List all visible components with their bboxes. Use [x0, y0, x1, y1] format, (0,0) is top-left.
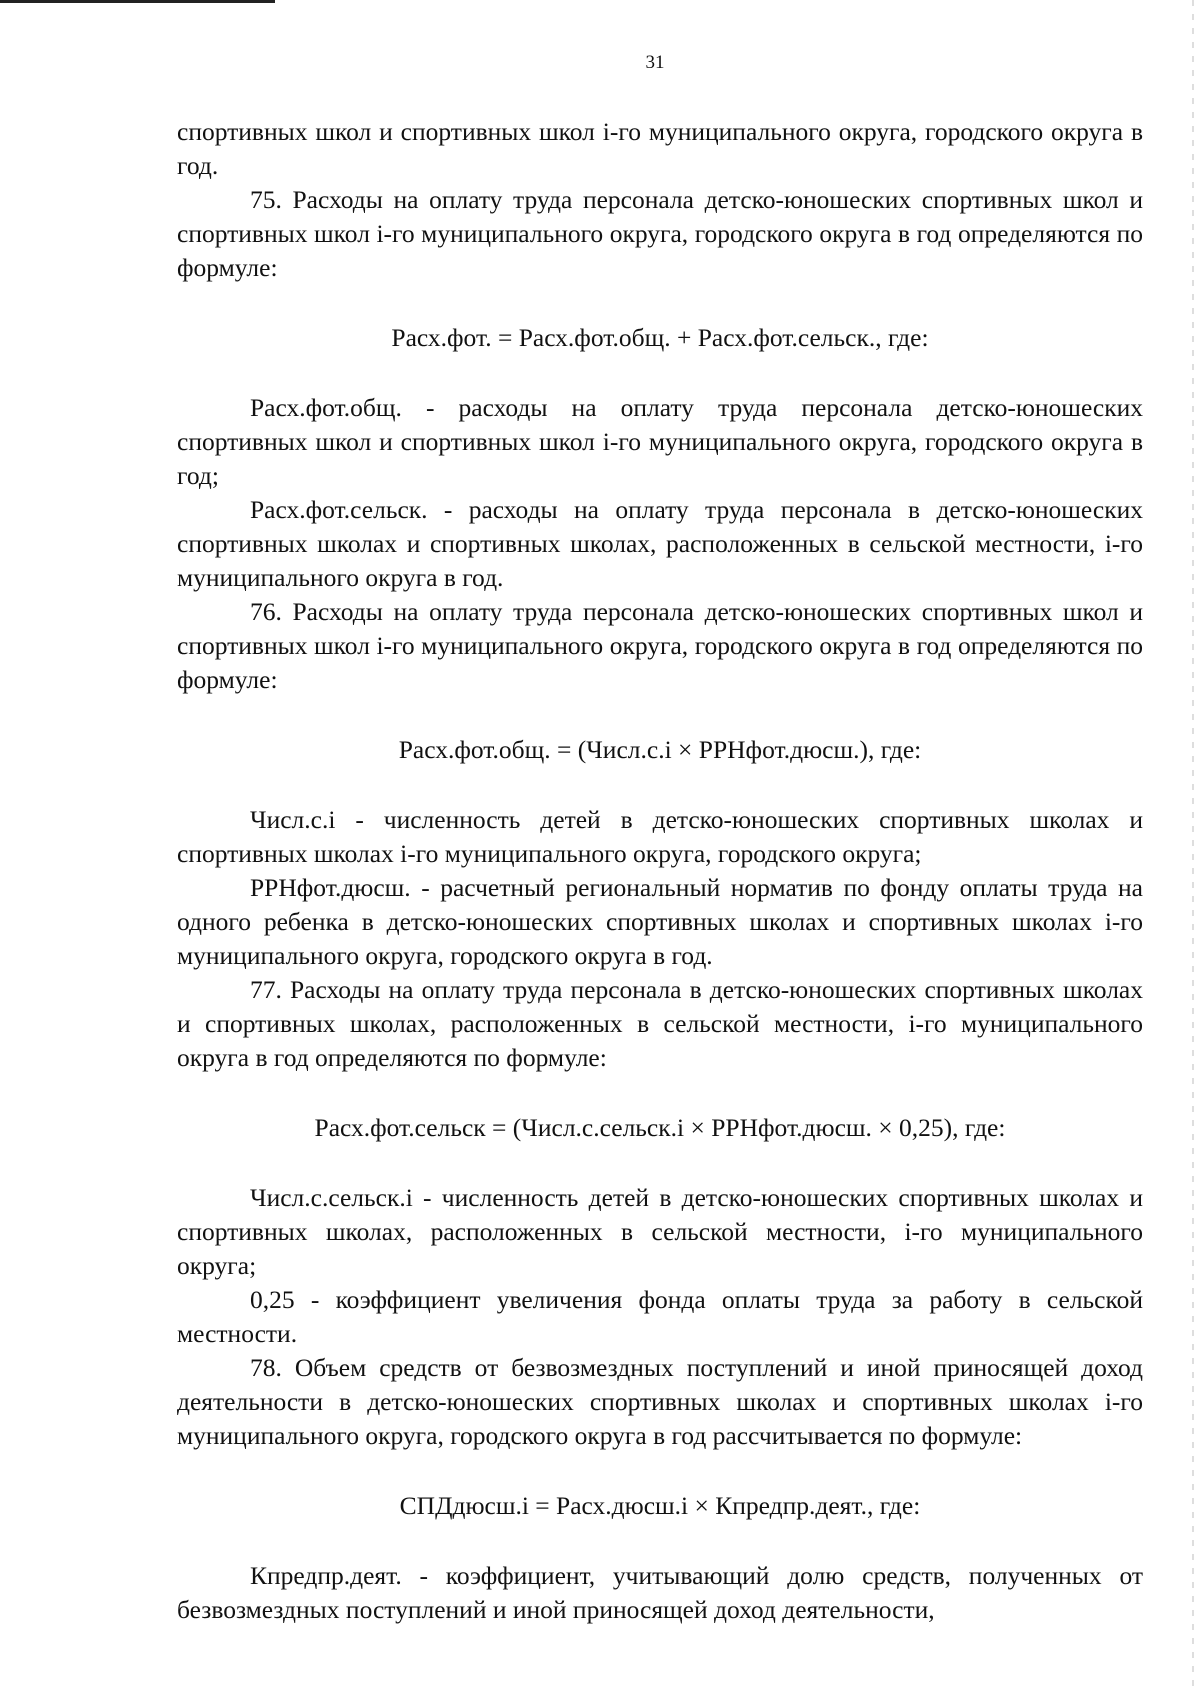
definition-k-predpr: Кпредпр.деят. - коэффициент, учитывающий долю средств, полученных от безвозмездных поступлений и иной приносящей доход деятельности, — [177, 1561, 1143, 1624]
paragraph-78: 78. Объем средств от безвозмездных поступлений и иной приносящей доход деятельности в детско-юношеских спортивных школах и спортивных школах i-го муниципального округа, городского округа в год рассчитывается по формуле: — [177, 1353, 1143, 1450]
formula-rash-fot: Расх.фот. = Расх.фот.общ. + Расх.фот.сельск., где: — [391, 323, 929, 352]
definition-rash-fot-obsch: Расх.фот.общ. - расходы на оплату труда персонала детско-юношеских спортивных школ и спортивных школ i-го муниципального округа, городского округа в год; — [177, 393, 1143, 490]
paragraph-77: 77. Расходы на оплату труда персонала в детско-юношеских спортивных школах и спортивных школах, расположенных в сельской местности, i-го муниципального округа в год определяются по формуле: — [177, 975, 1143, 1072]
formula-rash-fot-obsch: Расх.фот.общ. = (Числ.с.i × РРНфот.дюсш.), где: — [398, 735, 922, 764]
paragraph-continuation: спортивных школ и спортивных школ i-го муниципального округа, городского округа в год. — [177, 117, 1143, 180]
definition-chisl-s-selsk: Числ.с.сельск.i - численность детей в детско-юношеских спортивных школах и спортивных школах, расположенных в сельской местности, i-го муниципального округа; — [177, 1183, 1143, 1280]
definition-coefficient-025: 0,25 - коэффициент увеличения фонда оплаты труда за работу в сельской местности. — [177, 1285, 1143, 1348]
definition-rash-fot-selsk: Расх.фот.сельск. - расходы на оплату труда персонала в детско-юношеских спортивных школах и спортивных школах, расположенных в сельской местности, i-го муниципального округа в год. — [177, 495, 1143, 592]
document-body — [177, 115, 1143, 1627]
page-number: 31 — [645, 52, 665, 73]
scan-border-line — [0, 0, 275, 3]
scan-edge — [1192, 0, 1194, 1686]
formula-rash-fot-selsk: Расх.фот.сельск = (Числ.с.сельск.i × РРНфот.дюсш. × 0,25), где: — [314, 1113, 1006, 1142]
formula-spd-dyussh: СПДдюсш.i = Расх.дюсш.i × Кпредпр.деят., где: — [399, 1491, 921, 1520]
paragraph-75: 75. Расходы на оплату труда персонала детско-юношеских спортивных школ и спортивных школ i-го муниципального округа, городского округа в год определяются по формуле: — [177, 185, 1143, 282]
definition-rrn-fot: РРНфот.дюсш. - расчетный региональный норматив по фонду оплаты труда на одного ребенка в детско-юношеских спортивных школах и спортивных школах i-го муниципального округа, городского округа в год. — [177, 873, 1143, 970]
definition-chisl-s: Числ.с.i - численность детей в детско-юношеских спортивных школах и спортивных школах i-го муниципального округа, городского округа; — [177, 805, 1143, 868]
paragraph-76: 76. Расходы на оплату труда персонала детско-юношеских спортивных школ и спортивных школ i-го муниципального округа, городского округа в год определяются по формуле: — [177, 597, 1143, 694]
